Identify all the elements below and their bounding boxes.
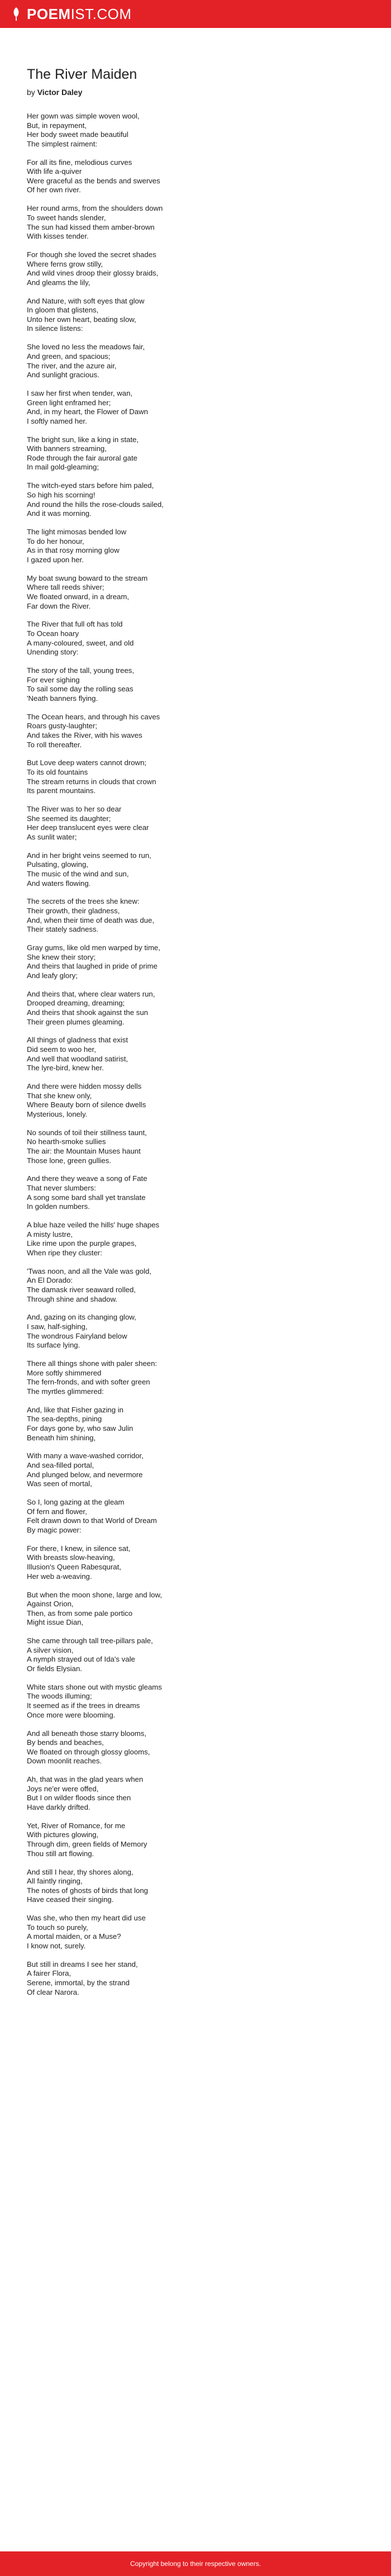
poem-line: Was seen of mortal, [27, 1479, 92, 1488]
poem-line: But when the moon shone, large and low, [27, 1590, 162, 1599]
poem-stanza [27, 1313, 362, 1350]
poem-line: Ah, that was in the glad years when [27, 1775, 144, 1784]
poem-line: And takes the River, with his waves [27, 730, 142, 739]
poem-line: Yet, River of Romance, for me [27, 1821, 126, 1830]
poem-line: No sounds of toil their stillness taunt, [27, 1128, 147, 1137]
poem-line: And still I hear, thy shores along, [27, 1867, 133, 1876]
poem-line: And round the hills the rose-clouds sailed, [27, 500, 164, 509]
poem-stanza [27, 297, 362, 334]
poem-line: And in her bright veins seemed to run, [27, 851, 151, 860]
poem-line: Her round arms, from the shoulders down [27, 204, 163, 213]
poem-line: A song some bard shall yet translate [27, 1193, 146, 1202]
poem-line: All things of gladness that exist [27, 1036, 128, 1045]
poem-line: Their stately sadness. [27, 925, 99, 934]
poem-byline: by Victor Daley [27, 88, 83, 97]
poem-line: And theirs that, where clear waters run, [27, 989, 155, 998]
poem-line: Far down the River. [27, 601, 91, 610]
poem-stanza [27, 574, 362, 611]
site-header [0, 0, 391, 28]
poem-stanza [27, 1036, 362, 1073]
poem-line: Did seem to woo her, [27, 1045, 96, 1054]
poem-line: And Nature, with soft eyes that glow [27, 296, 145, 305]
poem-line: And leafy glory; [27, 971, 78, 980]
poem-line: And green, and spacious; [27, 352, 111, 360]
poem-line: So high his scorning! [27, 490, 96, 499]
poem-stanza [27, 1683, 362, 1720]
poem-line: Pulsating, glowing, [27, 860, 88, 869]
poem-stanza [27, 758, 362, 795]
poem-line: The Ocean hears, and through his caves [27, 712, 160, 721]
poem-stanza [27, 1960, 362, 1997]
poem-line: The myrtles glimmered: [27, 1387, 104, 1396]
poem-line: And waters flowing. [27, 879, 91, 888]
poem-line: Then, as from some pale portico [27, 1609, 133, 1617]
poem-line: In silence listens: [27, 324, 83, 333]
poem-line: The witch-eyed stars before him paled, [27, 481, 154, 490]
poem-line: Was she, who then my heart did use [27, 1914, 146, 1923]
poem-line: Drooped dreaming, dreaming; [27, 999, 125, 1008]
poem-line: For there, I knew, in silence sat, [27, 1544, 131, 1553]
poem-line: Through shine and shadow. [27, 1294, 118, 1303]
poem-line: I gazed upon her. [27, 555, 84, 564]
poem-line: When ripe they cluster: [27, 1248, 102, 1257]
poem-line: The air: the Mountain Muses haunt [27, 1146, 141, 1155]
poem-line: By bends and beaches, [27, 1738, 104, 1747]
poem-line: We floated on through glossy glooms, [27, 1747, 150, 1756]
poem-stanza [27, 1082, 362, 1119]
poem-line: With breasts slow-heaving, [27, 1553, 115, 1562]
poem-line: And, in my heart, the Flower of Dawn [27, 407, 148, 416]
poem-line: But still in dreams I see her stand, [27, 1960, 138, 1968]
poem-line: The simplest raiment: [27, 139, 98, 148]
poem-line: With pictures glowing, [27, 1830, 99, 1839]
poem-line: The lyre-bird, knew her. [27, 1064, 104, 1073]
poem-line: Thou still art flowing. [27, 1849, 94, 1858]
poem-line: She loved no less the meadows fair, [27, 343, 145, 352]
poem-line: She seemed its daughter; [27, 814, 111, 823]
poem-line: And it was morning. [27, 509, 92, 518]
poem-line: Unending story: [27, 648, 79, 657]
poem-stanza [27, 851, 362, 888]
poem-line: A blue haze veiled the hills' huge shapes [27, 1221, 160, 1230]
poem-stanza [27, 343, 362, 379]
poem-line: Their growth, their gladness, [27, 907, 120, 915]
poem-line: The woods illuming; [27, 1692, 92, 1701]
poem-line: White stars shone out with mystic gleams [27, 1682, 162, 1691]
poem-line: Mysterious, lonely. [27, 1109, 88, 1118]
poem-stanza [27, 1221, 362, 1258]
poem-line: And sea-filled portal, [27, 1461, 94, 1470]
poem-line: The River that full oft has told [27, 620, 123, 629]
poem-stanza [27, 713, 362, 749]
poem-line: I saw her first when tender, wan, [27, 389, 133, 398]
poem-line: And plunged below, and nevermore [27, 1470, 143, 1479]
poem-body [27, 112, 362, 1997]
poem-line: But I on wilder floods since then [27, 1794, 131, 1802]
poem-stanza [27, 1406, 362, 1443]
poem-line: To Ocean hoary [27, 629, 79, 638]
poem-line: Like rime upon the purple grapes, [27, 1239, 137, 1248]
poem-line: The story of the tall, young trees, [27, 666, 135, 675]
poem-line: All faintly ringing, [27, 1877, 83, 1886]
poem-line: And all beneath those starry blooms, [27, 1729, 147, 1738]
poem-line: I know not, surely. [27, 1941, 86, 1950]
poem-line: Of clear Narora. [27, 1987, 79, 1996]
poem-line: Where Beauty born of silence dwells [27, 1100, 146, 1109]
poem-line: Down moonlit reaches. [27, 1757, 102, 1766]
poem-line: The river, and the azure air, [27, 361, 117, 370]
site-logo[interactable]: POEMIST.COM [27, 5, 132, 22]
poem-line: And well that woodland satirist, [27, 1054, 128, 1063]
poem-line: With banners streaming, [27, 444, 107, 453]
poem-line: An El Dorado: [27, 1276, 73, 1285]
poem-line: The music of the wind and sun, [27, 869, 129, 878]
poem-line: And sunlight gracious. [27, 371, 99, 379]
poem-line: Where ferns grow stilly, [27, 259, 103, 268]
poem-stanza [27, 805, 362, 842]
poem-line: Green light enframed her; [27, 398, 111, 407]
poem-line: Her web a-weaving. [27, 1572, 92, 1581]
poem-line: Beneath him shining, [27, 1433, 96, 1442]
poem-line: The sea-depths, pining [27, 1415, 102, 1424]
poem-line: More softly shimmered [27, 1368, 102, 1377]
poem-line: In gloom that glistens, [27, 306, 99, 315]
poem-stanza [27, 620, 362, 657]
poem-line: Of fern and flower, [27, 1507, 87, 1516]
poem-stanza [27, 943, 362, 980]
poem-line: Joys ne'er were offed, [27, 1784, 99, 1793]
poem-line: Have ceased their singing. [27, 1895, 114, 1904]
poem-line: Roars gusty-laughter; [27, 722, 98, 730]
poem-line: To sail some day the rolling seas [27, 685, 133, 694]
poem-line: In golden numbers. [27, 1202, 90, 1211]
poem-line: 'Neath banners flying. [27, 694, 98, 703]
poem-stanza [27, 1591, 362, 1628]
poem-line: Have darkly drifted. [27, 1802, 90, 1811]
poem-line: The fern-fronds, and with softer green [27, 1378, 150, 1387]
poem-line: Or fields Elysian. [27, 1664, 82, 1673]
poem-line: Unto her own heart, beating slow, [27, 315, 136, 324]
poem-line: And theirs that laughed in pride of prime [27, 962, 158, 971]
poem-line: The light mimosas bended low [27, 528, 127, 537]
poem-line: Against Orion, [27, 1600, 74, 1609]
poem-line: And, like that Fisher gazing in [27, 1405, 123, 1414]
poem-line: Of her own river. [27, 186, 81, 194]
poem-line: 'Twas noon, and all the Vale was gold, [27, 1266, 151, 1275]
poem-line: And theirs that shook against the sun [27, 1008, 149, 1017]
poem-line: So I, long gazing at the gleam [27, 1498, 125, 1507]
poem-line: With life a-quiver [27, 167, 82, 176]
poem-line: The notes of ghosts of birds that long [27, 1886, 148, 1895]
site-footer [0, 2551, 391, 2576]
poem-stanza [27, 1128, 362, 1165]
poem-line: I softly named her. [27, 416, 87, 425]
copyright-notice: Copyright belong to their respective owners. [130, 2560, 261, 2568]
poem-stanza [27, 1267, 362, 1304]
poem-line: Those lone, green gullies. [27, 1156, 112, 1165]
poem-line: My boat swung boward to the stream [27, 573, 148, 582]
poem-line: For ever sighing [27, 675, 80, 684]
poem-stanza [27, 389, 362, 426]
poem-line: Serene, immortal, by the strand [27, 1979, 130, 1987]
poem-line: She knew their story; [27, 952, 96, 961]
poem-line: Its surface lying. [27, 1341, 80, 1350]
poem-line: That never slumbers: [27, 1184, 96, 1193]
poem-line: For days gone by, who saw Julin [27, 1424, 133, 1432]
poem-stanza [27, 1544, 362, 1581]
poem-stanza [27, 1821, 362, 1858]
poem-stanza [27, 1359, 362, 1396]
poem-line: A silver vision, [27, 1645, 74, 1654]
poem-line: Rode through the fair auroral gate [27, 453, 137, 462]
poem-line: To touch so purely, [27, 1923, 88, 1932]
poem-stanza [27, 204, 362, 241]
poem-stanza [27, 112, 362, 149]
poem-stanza [27, 1729, 362, 1766]
poem-line: Their green plumes gleaming. [27, 1017, 125, 1026]
poem-line: Once more were blooming. [27, 1710, 116, 1719]
poem-stanza [27, 1775, 362, 1812]
poem-stanza [27, 158, 362, 195]
poem-line: To sweet hands slender, [27, 213, 106, 222]
poem-line: A fairer Flora, [27, 1969, 71, 1978]
poem-line: And gleams the lily, [27, 278, 90, 287]
poem-stanza [27, 435, 362, 472]
poem-line: Illusion's Queen Rabesqurat, [27, 1563, 121, 1572]
poem-stanza [27, 1914, 362, 1951]
poem-line: Felt drawn down to that World of Dream [27, 1516, 157, 1525]
poem-line: As sunlit water; [27, 832, 77, 841]
poem-line: In mail gold-gleaming; [27, 463, 99, 472]
poem-line: That she knew only, [27, 1091, 92, 1100]
poem-line: It seemed as if the trees in dreams [27, 1701, 140, 1710]
poem-stanza [27, 666, 362, 703]
poem-stanza [27, 481, 362, 518]
poem-line: A misty lustre, [27, 1230, 73, 1239]
poem-stanza [27, 1498, 362, 1535]
poem-line: A mortal maiden, or a Muse? [27, 1932, 121, 1941]
poem-line: She came through tall tree-pillars pale, [27, 1636, 153, 1645]
author-link[interactable]: Victor Daley [37, 88, 83, 97]
poem-line: The bright sun, like a king in state, [27, 435, 139, 444]
poem-stanza [27, 897, 362, 934]
poem-line: A many-coloured, sweet, and old [27, 638, 134, 647]
poem-line: And, gazing on its changing glow, [27, 1313, 136, 1322]
poem-title: The River Maiden [27, 67, 137, 82]
poem-stanza [27, 250, 362, 287]
poem-line: But Love deep waters cannot drown; [27, 758, 147, 767]
poem-stanza [27, 1868, 362, 1905]
poem-line: With kisses tender. [27, 232, 89, 241]
poem-stanza [27, 1636, 362, 1673]
poem-line: With many a wave-washed corridor, [27, 1451, 144, 1460]
poem-line: The wondrous Fairyland below [27, 1331, 127, 1340]
poem-content [27, 66, 362, 2006]
poem-line: For all its fine, melodious curves [27, 158, 132, 167]
poem-line: For though she loved the secret shades [27, 250, 156, 259]
poem-stanza [27, 1174, 362, 1211]
poem-line: Her gown was simple woven wool, [27, 112, 140, 120]
poem-line: The sun had kissed them amber-brown [27, 222, 155, 231]
poem-line: And there they weave a song of Fate [27, 1174, 147, 1183]
poem-line: Her body sweet made beautiful [27, 130, 128, 139]
poem-line: The River was to her so dear [27, 805, 122, 814]
poem-line: The stream returns in clouds that crown [27, 777, 156, 786]
poem-line: As in that rosy morning glow [27, 546, 120, 555]
poem-line: No hearth-smoke sullies [27, 1137, 106, 1146]
poem-stanza [27, 1451, 362, 1488]
poem-line: The damask river seaward rolled, [27, 1285, 136, 1294]
poem-line: Were graceful as the bends and swerves [27, 176, 160, 185]
poem-stanza [27, 990, 362, 1027]
poem-line: Where tall reeds shiver; [27, 583, 104, 592]
poem-line: Through dim, green fields of Memory [27, 1840, 147, 1849]
poem-line: But, in repayment, [27, 121, 87, 130]
poem-stanza [27, 528, 362, 564]
feather-pen-icon[interactable] [10, 7, 22, 21]
poem-line: And, when their time of death was due, [27, 915, 154, 924]
poem-line: A nymph strayed out of Ida's vale [27, 1655, 135, 1664]
poem-line: We floated onward, in a dream, [27, 592, 130, 601]
poem-line: I saw, half-sighing, [27, 1322, 88, 1331]
poem-line: Her deep translucent eyes were clear [27, 823, 149, 832]
poem-line: Might issue Dian, [27, 1618, 84, 1627]
poem-line: To roll thereafter. [27, 740, 82, 749]
poem-line: The secrets of the trees she knew: [27, 897, 140, 906]
poem-line: And there were hidden mossy dells [27, 1082, 142, 1091]
poem-line: By magic power: [27, 1525, 82, 1534]
poem-line: To its old fountains [27, 768, 88, 776]
poem-line: And wild vines droop their glossy braids, [27, 269, 159, 278]
poem-line: Gray gums, like old men warped by time, [27, 943, 160, 952]
poem-line: To do her honour, [27, 537, 84, 545]
poem-line: There all things shone with paler sheen: [27, 1359, 158, 1368]
poem-line: Its parent mountains. [27, 786, 96, 795]
